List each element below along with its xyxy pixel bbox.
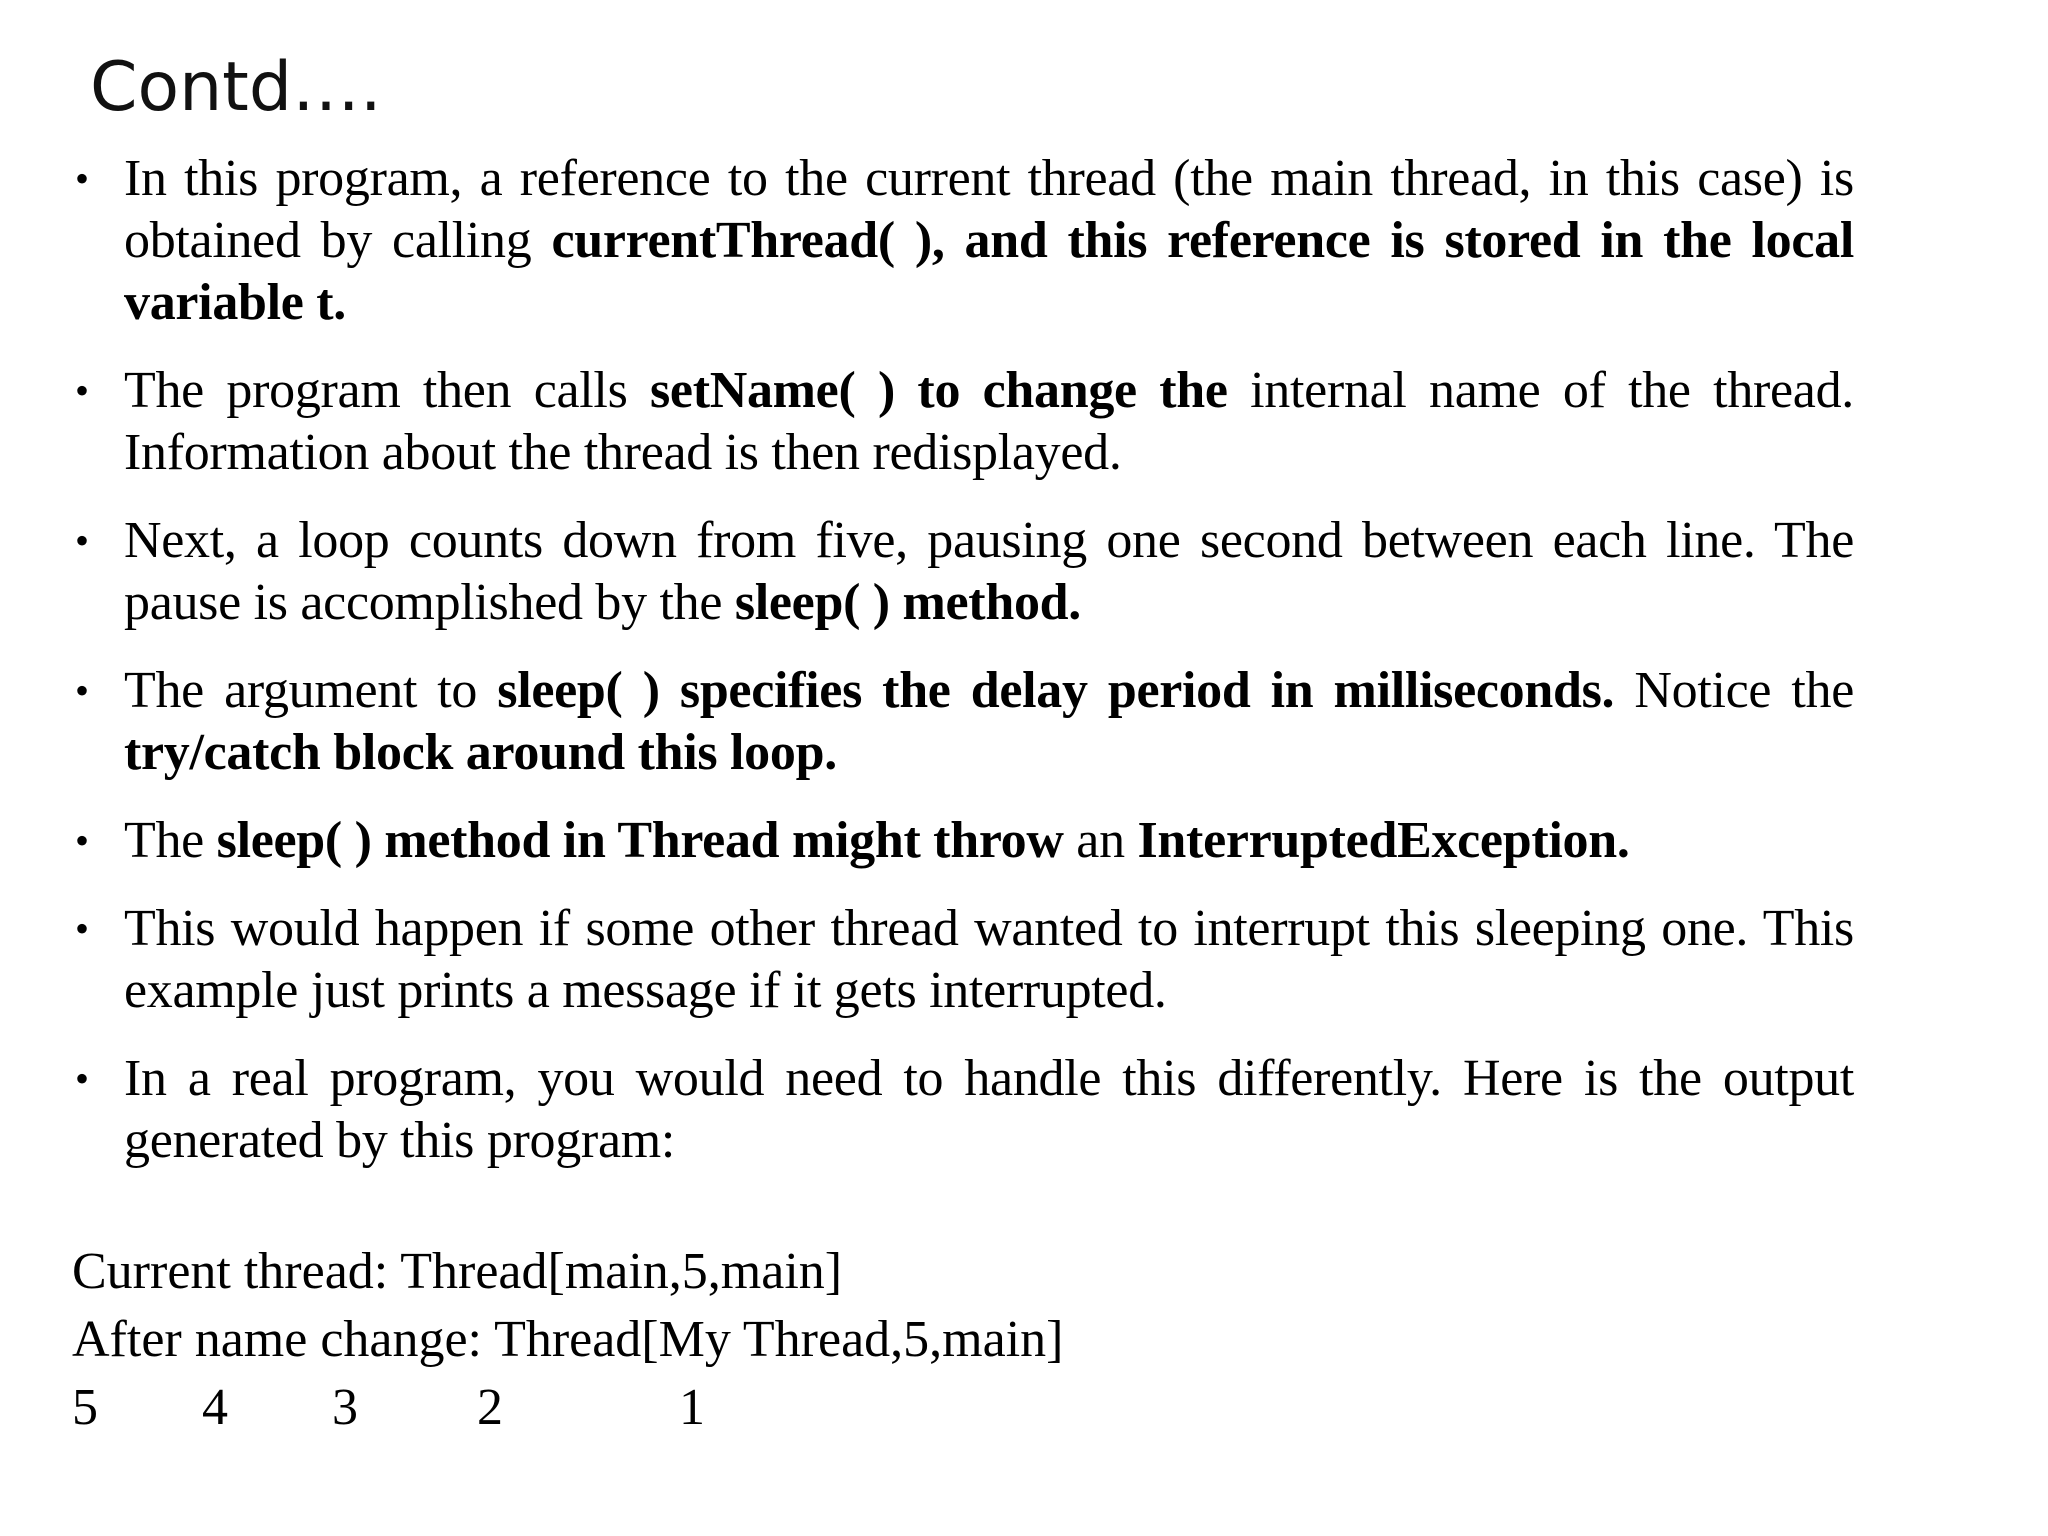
bullet-item-real-program bbox=[0, 1048, 1854, 1172]
bullet-item-exception bbox=[0, 810, 1854, 872]
program-output bbox=[72, 1238, 1063, 1442]
output-line-name-change: After name change: Thread[My Thread,5,main] bbox=[72, 1311, 1064, 1368]
output-line-current-thread: Current thread: Thread[main,5,main] bbox=[72, 1243, 843, 1300]
bullet-text-bold: currentThread( ), and this reference is stored in the local variable t. bbox=[124, 212, 1854, 331]
bullet-dot-icon: • bbox=[75, 668, 89, 713]
countdown-value: 5 bbox=[72, 1379, 98, 1436]
countdown-value: 3 bbox=[332, 1379, 358, 1436]
bullet-item-sleep-argument bbox=[0, 660, 1854, 784]
bullet-text: The program then calls bbox=[124, 362, 650, 419]
bullet-text: internal name of the thread. Information about the thread is then redisplayed. bbox=[124, 362, 1854, 481]
bullet-item-set-name bbox=[0, 360, 1854, 484]
bullet-text: The bbox=[124, 812, 217, 869]
bullet-text: In a real program, you would need to handle this differently. Here is the output generated by this program: bbox=[124, 1050, 1854, 1169]
bullet-text: In this program, a reference to the current thread (the main thread, in this case) is obtained by calling bbox=[124, 150, 1854, 269]
bullet-dot-icon: • bbox=[75, 156, 89, 201]
bullet-text-bold: sleep( ) specifies the delay period in milliseconds. bbox=[497, 662, 1615, 719]
bullet-text: Notice the bbox=[1614, 662, 1854, 719]
countdown-value: 1 bbox=[679, 1379, 705, 1436]
bullet-text-bold: sleep( ) method in Thread might throw bbox=[216, 812, 1064, 869]
bullet-text: Next, a loop counts down from five, pausing one second between each line. The pause is accomplished by the bbox=[124, 512, 1854, 631]
bullet-dot-icon: • bbox=[75, 1056, 89, 1101]
bullet-dot-icon: • bbox=[75, 906, 89, 951]
bullet-dot-icon: • bbox=[75, 518, 89, 563]
bullet-text: This would happen if some other thread wanted to interrupt this sleeping one. This example just prints a message if it gets interrupted. bbox=[124, 900, 1854, 1019]
bullet-text-bold: sleep( ) method. bbox=[734, 574, 1081, 631]
output-countdown bbox=[72, 1374, 872, 1442]
bullet-text: The argument to bbox=[124, 662, 498, 719]
bullet-item-loop bbox=[0, 510, 1854, 634]
bullet-dot-icon: • bbox=[75, 368, 89, 413]
bullet-text: an bbox=[1063, 812, 1138, 869]
bullet-dot-icon: • bbox=[75, 818, 89, 863]
bullet-item-current-thread bbox=[0, 148, 1854, 334]
bullet-text-bold: try/catch block around this loop. bbox=[124, 724, 837, 781]
slide-title: Contd…. bbox=[90, 48, 382, 127]
bullet-text-bold: setName( ) to change the bbox=[649, 362, 1228, 419]
bullet-text-bold: InterruptedException. bbox=[1137, 812, 1630, 869]
countdown-value: 4 bbox=[202, 1379, 228, 1436]
countdown-value: 2 bbox=[477, 1379, 503, 1436]
bullet-list bbox=[0, 148, 2048, 1198]
bullet-item-interrupt bbox=[0, 898, 1854, 1022]
